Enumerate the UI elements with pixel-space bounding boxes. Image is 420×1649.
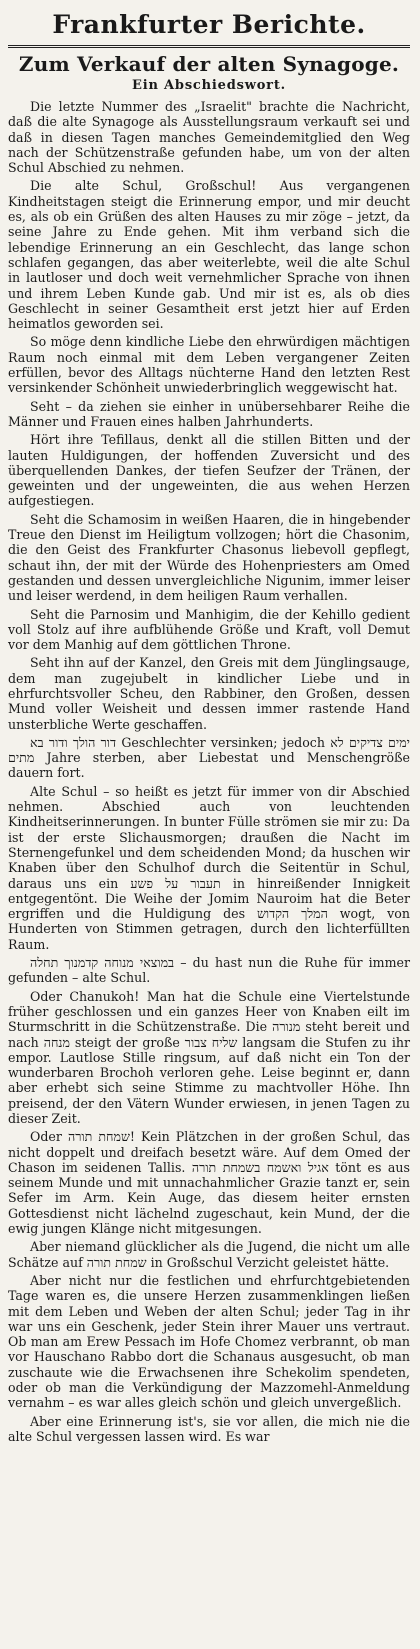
paragraph: Seht ihn auf der Kanzel, den Greis mit dem Jünglingsauge, dem man zugejubelt in kindlicher Liebe und in ehrfurchtsvoller Scheu, den Rabbiner, den Großen, dessen Mund voller Weisheit und dessen immer rastende Hand unsterbliche Werte geschaffen. xyxy=(8,655,410,732)
paragraph: Hört ihre Tefillaus, denkt all die stillen Bitten und der lauten Huldigungen, der hoffenden Zuversicht und des überquellenden Dankes, der tiefen Seufzer der Tränen, der geweinten und der ungeweinten, die aus wehen Herzen aufgestiegen. xyxy=(8,432,410,509)
article-title: Zum Verkauf der alten Synagoge. xyxy=(18,52,400,76)
paragraph: Aber niemand glücklicher als die Jugend, die nicht um alle Schätze auf שמחת תורה in Großschul Verzicht geleistet hätte. xyxy=(8,1239,410,1270)
paragraph: Oder Chanukoh! Man hat die Schule eine Viertelstunde früher geschlossen und ein ganzes Heer von Knaben eilt im Sturmschritt in die Schützenstraße. Die מנורה steht bereit und nach מנחה steigt der große שליח צבור langsam die Stufen zu ihr empor. Lautlose Stille ringsum, auf daß nicht ein Ton der wunderbaren Brochoh verloren gehe. Leise beginnt er, dann aber erhebt sich seine Stimme zu machtvoller Höhe. Ihn preisend, der den Vätern Wunder erwiesen, in jenen Tagen zu dieser Zeit. xyxy=(8,988,410,1126)
paragraph: Seht – da ziehen sie einher in unübersehbarer Reihe die Männer und Frauen eines halben Jahrhunderts. xyxy=(8,398,410,429)
paragraph: Alte Schul – so heißt es jetzt für immer von dir Abschied nehmen. Abschied auch von leuchtenden Kindheitserinnerungen. In bunter Fülle strömen sie mir zu: Da ist der erste Slichausmorgen; draußen die Nacht im Sternengefunkel und dem scheidenden Mond; da huschen wir Knaben über den Schulhof durch die Seitentür in Schul, daraus uns ein תעבור על פשע in hinreißender Innigkeit entgegentönt. Die Weihe der Jomim Nauroim hat die Beter ergriffen und die Huldigung des המלך הקדוש wogt, von Hunderten von Stimmen getragen, durch den lichterfüllten Raum. xyxy=(8,783,411,952)
paragraph: Seht die Schamosim in weißen Haaren, die in hingebender Treue den Dienst im Heiligtum vollzogen; hört die Chasonim, die den Geist des Frankfurter Chasonus liebevoll gepflegt, schaut ihn, der mit der Würde des Hohenpriesters am Omed gestanden und dessen unvergleichliche Nigunim, immer leiser und leiser werdend, in dem heiligen Raum verhallen. xyxy=(8,511,410,604)
article-subtitle: Ein Abschiedswort. xyxy=(132,78,286,93)
paragraph: Die letzte Nummer des „Israelit" brachte die Nachricht, daß die alte Synagoge als Ausstellungsraum verkauft sei und daß in diesen Tagen manches Gemeindemitglied den Weg nach der Schützenstraße gefunden habe, um von der alten Schul Abschied zu nehmen. xyxy=(8,99,410,176)
paragraph: So möge denn kindliche Liebe den ehrwürdigen mächtigen Raum noch einmal mit dem Leben vergangener Zeiten erfüllen, bevor des Alltags nüchterne Hand den letzten Rest versinkender Schönheit unwiederbringlich weggewischt hat. xyxy=(8,334,410,396)
paragraph: Oder שמחת תורה! Kein Plätzchen in der großen Schul, das nicht doppelt und dreifach besetzt wäre. Auf dem Omed der Chason im seidenen Tallis. אגיל ואשמח בשמחת תורה tönt es aus seinem Munde und mit unnachahmlicher Grazie tanzt er, sein Sefer im Arm. Kein Auge, das diesem heiter ernsten Gottesdienst nicht lächelnd zugeschaut, kein Mund, der die ewig jungen Klänge nicht mitgesungen. xyxy=(8,1129,410,1237)
section-header: Frankfurter Berichte. xyxy=(8,6,410,48)
paragraph: Aber eine Erinnerung ist's, sie vor allen, die mich nie die alte Schul vergessen lassen wird. Es war xyxy=(8,1413,410,1444)
paragraph: במוצאי מנוחה קדמנוך תחלה – du hast nun die Ruhe für immer gefunden – alte Schul. xyxy=(8,955,410,986)
paragraph: דור הולך ודור בא Geschlechter versinken; jedoch ימים צדיקים לא מתים Jahre sterben, aber Liebestat und Menschengröße dauern fort. xyxy=(8,734,410,781)
paragraph: Die alte Schul, Großschul! Aus vergangenen Kindheitstagen steigt die Erinnerung empor, und mir deucht es, als ob ein Grüßen des alten Hauses zu mir zöge – jetzt, da seine Jahre zu Ende gehen. Mit ihm verband sich die lebendige Erinnerung an ein Geschlecht, das lange schon schlafen gegangen, das aber weiterlebte, weil die alte Schul in lautloser und doch weit vernehmlicher Sprache von ihnen und ihrem Leben Kunde gab. Und mir ist es, als ob dies Geschlecht in seiner Gesamtheit erst jetzt hier auf Erden heimatlos geworden sei. xyxy=(8,178,410,332)
paragraph: Aber nicht nur die festlichen und ehrfurchtgebietenden Tage waren es, die unsere Herzen zusammenklingen ließen mit dem Leben und Weben der alten Schul; jeder Tag in ihr war uns ein Geschenk, jeder Stein ihrer Mauer uns vertraut. Ob man am Erew Pessach im Hofe Chomez verbrannt, ob man vor Hauschano Rabbo dort die Schanaus ausgesucht, ob man zuschaute wie die Erwachsenen ihre Schekolim spendeten, oder ob man die Verkündigung der Mazzomehl-Anmeldung vernahm – es war alles gleich schön und gleich unvergeßlich. xyxy=(8,1272,410,1411)
paragraph: Seht die Parnosim und Manhigim, die der Kehillo gedient voll Stolz auf ihre aufblühende Größe und Kraft, voll Demut vor dem Manhig auf dem göttlichen Throne. xyxy=(8,606,410,653)
article-body xyxy=(8,99,410,1444)
